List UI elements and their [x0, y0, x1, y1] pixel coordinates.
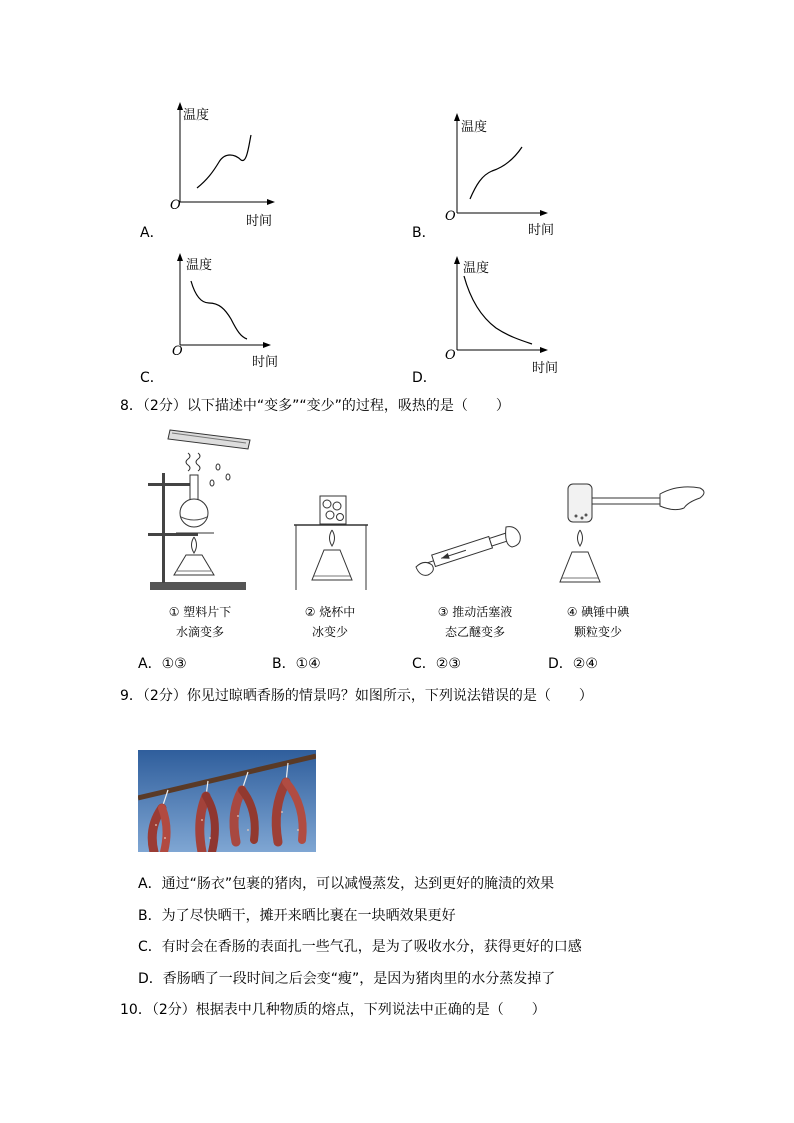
figure-2-caption-line1: ② 烧杯中 [304, 605, 356, 619]
q9-option-c[interactable]: C．有时会在香肠的表面扎一些气孔，是为了吸收水分，获得更好的口感 [138, 939, 582, 955]
figure-3-caption [420, 602, 530, 642]
question-8-stem: 8．（2分）以下描述中“变多”“变少”的过程，吸热的是（ ） [120, 398, 510, 414]
figure-1-condensation [140, 425, 260, 604]
figure-4-caption-line2: 颗粒变少 [573, 625, 622, 639]
q8-option-b[interactable]: B．①④ [272, 656, 321, 672]
figure-1-caption [140, 602, 260, 642]
figure-4-drawing [552, 478, 710, 603]
q8-option-a[interactable]: A．①③ [138, 656, 187, 672]
graph-c-ylabel: 温度 [186, 258, 213, 273]
figure-1-caption-line2: 水滴变多 [175, 625, 224, 639]
option-c-label: C． [140, 370, 164, 386]
sausage-photo-drawing [138, 750, 316, 852]
graph-b-origin: O [445, 209, 456, 224]
figure-3-caption-line1: ③ 推动活塞液 [437, 605, 513, 619]
q8-option-d[interactable]: D．②④ [548, 656, 598, 672]
option-d-label: D． [412, 370, 437, 386]
graph-a-ylabel: 温度 [183, 108, 210, 123]
q9-option-b[interactable]: B．为了尽快晒干，摊开来晒比裹在一块晒效果更好 [138, 908, 456, 924]
q8-option-c[interactable]: C．②③ [412, 656, 461, 672]
graph-d-xlabel: 时间 [532, 361, 559, 376]
q9-option-d[interactable]: D．香肠晒了一段时间之后会变“瘦”，是因为猪肉里的水分蒸发掉了 [138, 971, 556, 987]
graph-c-origin: O [172, 344, 183, 359]
option-a-label: A． [140, 225, 164, 241]
figure-3-caption-line2: 态乙醚变多 [444, 625, 505, 639]
figure-4-caption [548, 602, 648, 642]
option-b-label: B． [412, 225, 436, 241]
graph-d-origin: O [445, 348, 456, 363]
figure-1-drawing [140, 425, 260, 600]
graph-b-xlabel: 时间 [528, 223, 555, 238]
figure-4-caption-line1: ④ 碘锤中碘 [566, 605, 630, 619]
graph-a-origin: O [170, 198, 181, 213]
figure-1-caption-line1: ① 塑料片下 [168, 605, 232, 619]
graph-d-ylabel: 温度 [463, 261, 490, 276]
figure-3-drawing [410, 515, 530, 585]
sausage-photo [138, 750, 316, 852]
figure-2-caption [280, 602, 380, 642]
graph-c-xlabel: 时间 [252, 355, 279, 370]
figure-2-ice-melting [290, 490, 370, 604]
question-10-stem: 10．（2分）根据表中几种物质的熔点，下列说法中正确的是（ ） [120, 1002, 546, 1018]
figure-3-syringe [410, 515, 530, 589]
q9-option-a[interactable]: A．通过“肠衣”包裹的猪肉，可以减慢蒸发，达到更好的腌渍的效果 [138, 876, 555, 892]
figure-4-iodine-hammer [552, 478, 710, 607]
graph-a-xlabel: 时间 [246, 214, 273, 229]
graph-b-ylabel: 温度 [461, 120, 488, 135]
figure-2-drawing [290, 490, 370, 600]
question-9-stem: 9．（2分）你见过晾晒香肠的情景吗？如图所示，下列说法错误的是（ ） [120, 688, 593, 704]
figure-2-caption-line2: 冰变少 [311, 625, 348, 639]
